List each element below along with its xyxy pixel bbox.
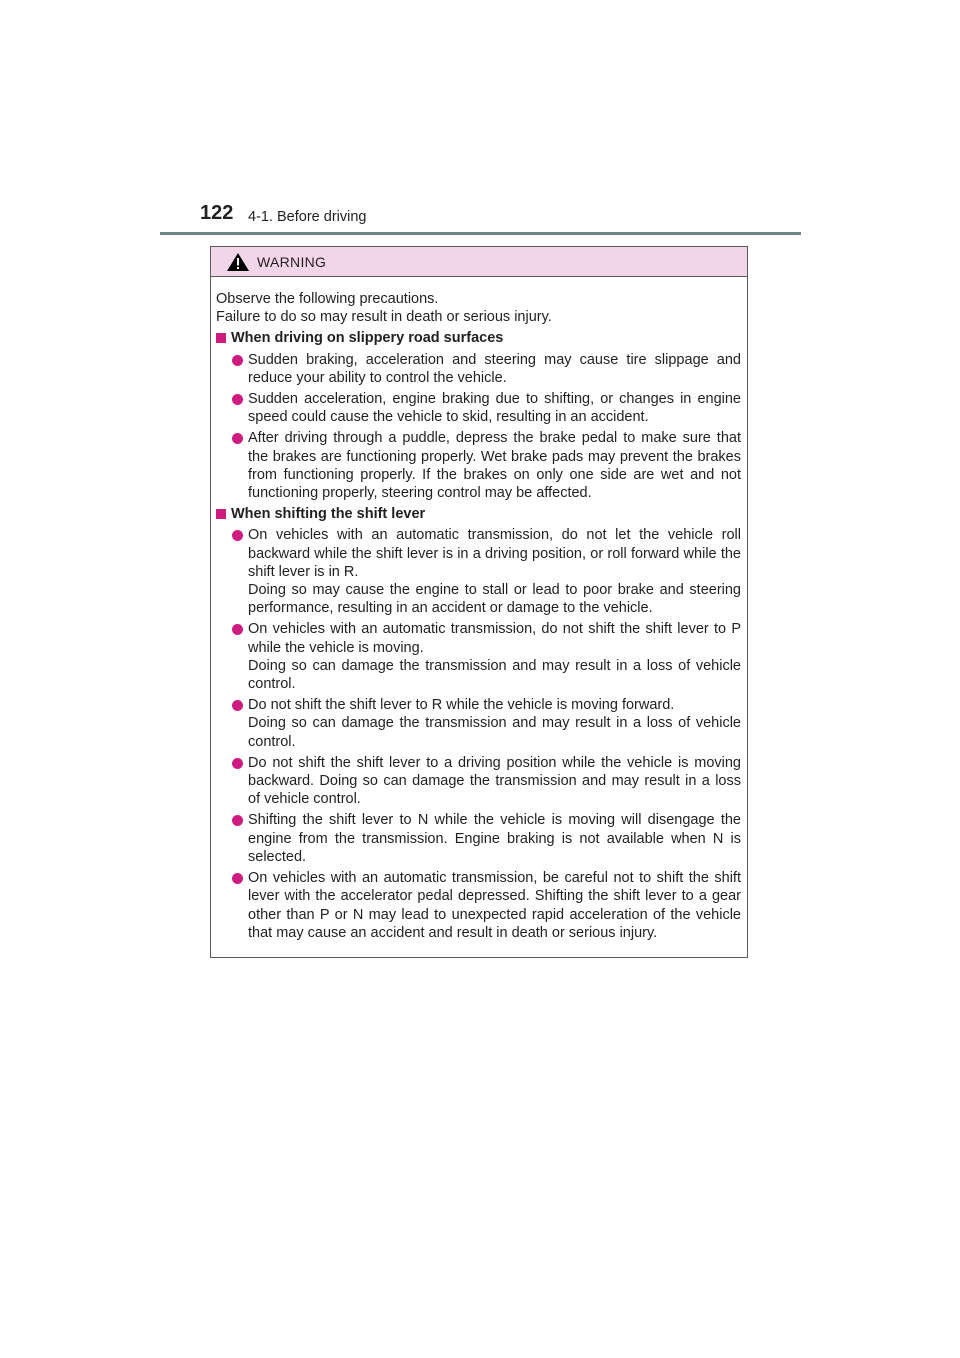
intro-line: Failure to do so may result in death or serious injury.	[216, 309, 552, 326]
list-item-text	[248, 351, 741, 387]
section-heading-text: When shifting the shift lever	[231, 506, 426, 523]
paragraph: Sudden braking, acceleration and steering may cause tire slippage and reduce your ability to control the vehicle.	[248, 351, 741, 386]
paragraph: On vehicles with an automatic transmission, be careful not to shift the shift lever with the accelerator pedal depressed. Shifting the shift lever to a gear other than P or N may lead to unexpected rapid acceleration of the vehicle that may cause an accident and result in death or serious injury.	[248, 870, 741, 941]
paragraph: Do not shift the shift lever to R while the vehicle is moving forward.	[248, 697, 675, 714]
list-item	[232, 754, 741, 809]
section-heading	[216, 505, 741, 523]
section-heading-text: When driving on slippery road surfaces	[231, 330, 504, 347]
paragraph: Doing so may cause the engine to stall or lead to poor brake and steering performance, resulting in an accident or damage to the vehicle.	[248, 582, 741, 617]
list-item-text	[248, 869, 741, 942]
list-item	[232, 696, 741, 751]
round-bullet-icon	[232, 815, 243, 826]
warning-body	[211, 277, 747, 942]
list-item	[232, 811, 741, 866]
warning-header	[211, 247, 747, 277]
paragraph: On vehicles with an automatic transmission, do not let the vehicle roll backward while the shift lever is in a driving position, or roll forward while the shift lever is in R.	[248, 527, 741, 580]
list-item-text	[248, 696, 741, 751]
round-bullet-icon	[232, 873, 243, 884]
list-item	[232, 526, 741, 617]
round-bullet-icon	[232, 530, 243, 541]
round-bullet-icon	[232, 700, 243, 711]
section-title: 4-1. Before driving	[248, 209, 367, 225]
paragraph: Do not shift the shift lever to a driving position while the vehicle is moving backward. Doing so can damage the transmission and may result in a loss of vehicle control.	[248, 754, 741, 808]
list-item	[232, 869, 741, 942]
list-item-text	[248, 429, 741, 502]
list-item-text	[248, 390, 741, 426]
warning-triangle-icon	[227, 253, 249, 271]
warning-title: WARNING	[257, 253, 327, 270]
paragraph: Doing so can damage the transmission and may result in a loss of vehicle control.	[248, 715, 741, 750]
square-bullet-icon	[216, 509, 226, 519]
round-bullet-icon	[232, 433, 243, 444]
intro-line: Observe the following precautions.	[216, 291, 439, 307]
round-bullet-icon	[232, 758, 243, 769]
list-item-text	[248, 811, 741, 866]
paragraph: Sudden acceleration, engine braking due to shifting, or changes in engine speed could cause the vehicle to skid, resulting in an accident.	[248, 391, 741, 426]
paragraph: Shifting the shift lever to N while the vehicle is moving will disengage the engine from the transmission. Engine braking is not available when N is selected.	[248, 812, 741, 865]
list-item	[232, 429, 741, 502]
list-item-text	[248, 754, 741, 809]
list-item	[232, 351, 741, 387]
section-heading	[216, 329, 741, 347]
list-item-text	[248, 620, 741, 693]
paragraph: After driving through a puddle, depress the brake pedal to make sure that the brakes are functioning properly. Wet brake pads may prevent the brakes from functioning properly. If the brakes on only one side are wet and not functioning properly, steering control may be affected.	[248, 430, 741, 502]
round-bullet-icon	[232, 624, 243, 635]
paragraph: On vehicles with an automatic transmission, do not shift the shift lever to P while the vehicle is moving.	[248, 621, 741, 656]
list-item-text	[248, 526, 741, 617]
header-rule	[160, 232, 801, 235]
round-bullet-icon	[232, 355, 243, 366]
list-item	[232, 620, 741, 693]
warning-box	[210, 246, 748, 958]
page-number: 122	[200, 202, 234, 224]
list-item	[232, 390, 741, 426]
paragraph: Doing so can damage the transmission and may result in a loss of vehicle control.	[248, 657, 741, 693]
round-bullet-icon	[232, 394, 243, 405]
square-bullet-icon	[216, 333, 226, 343]
